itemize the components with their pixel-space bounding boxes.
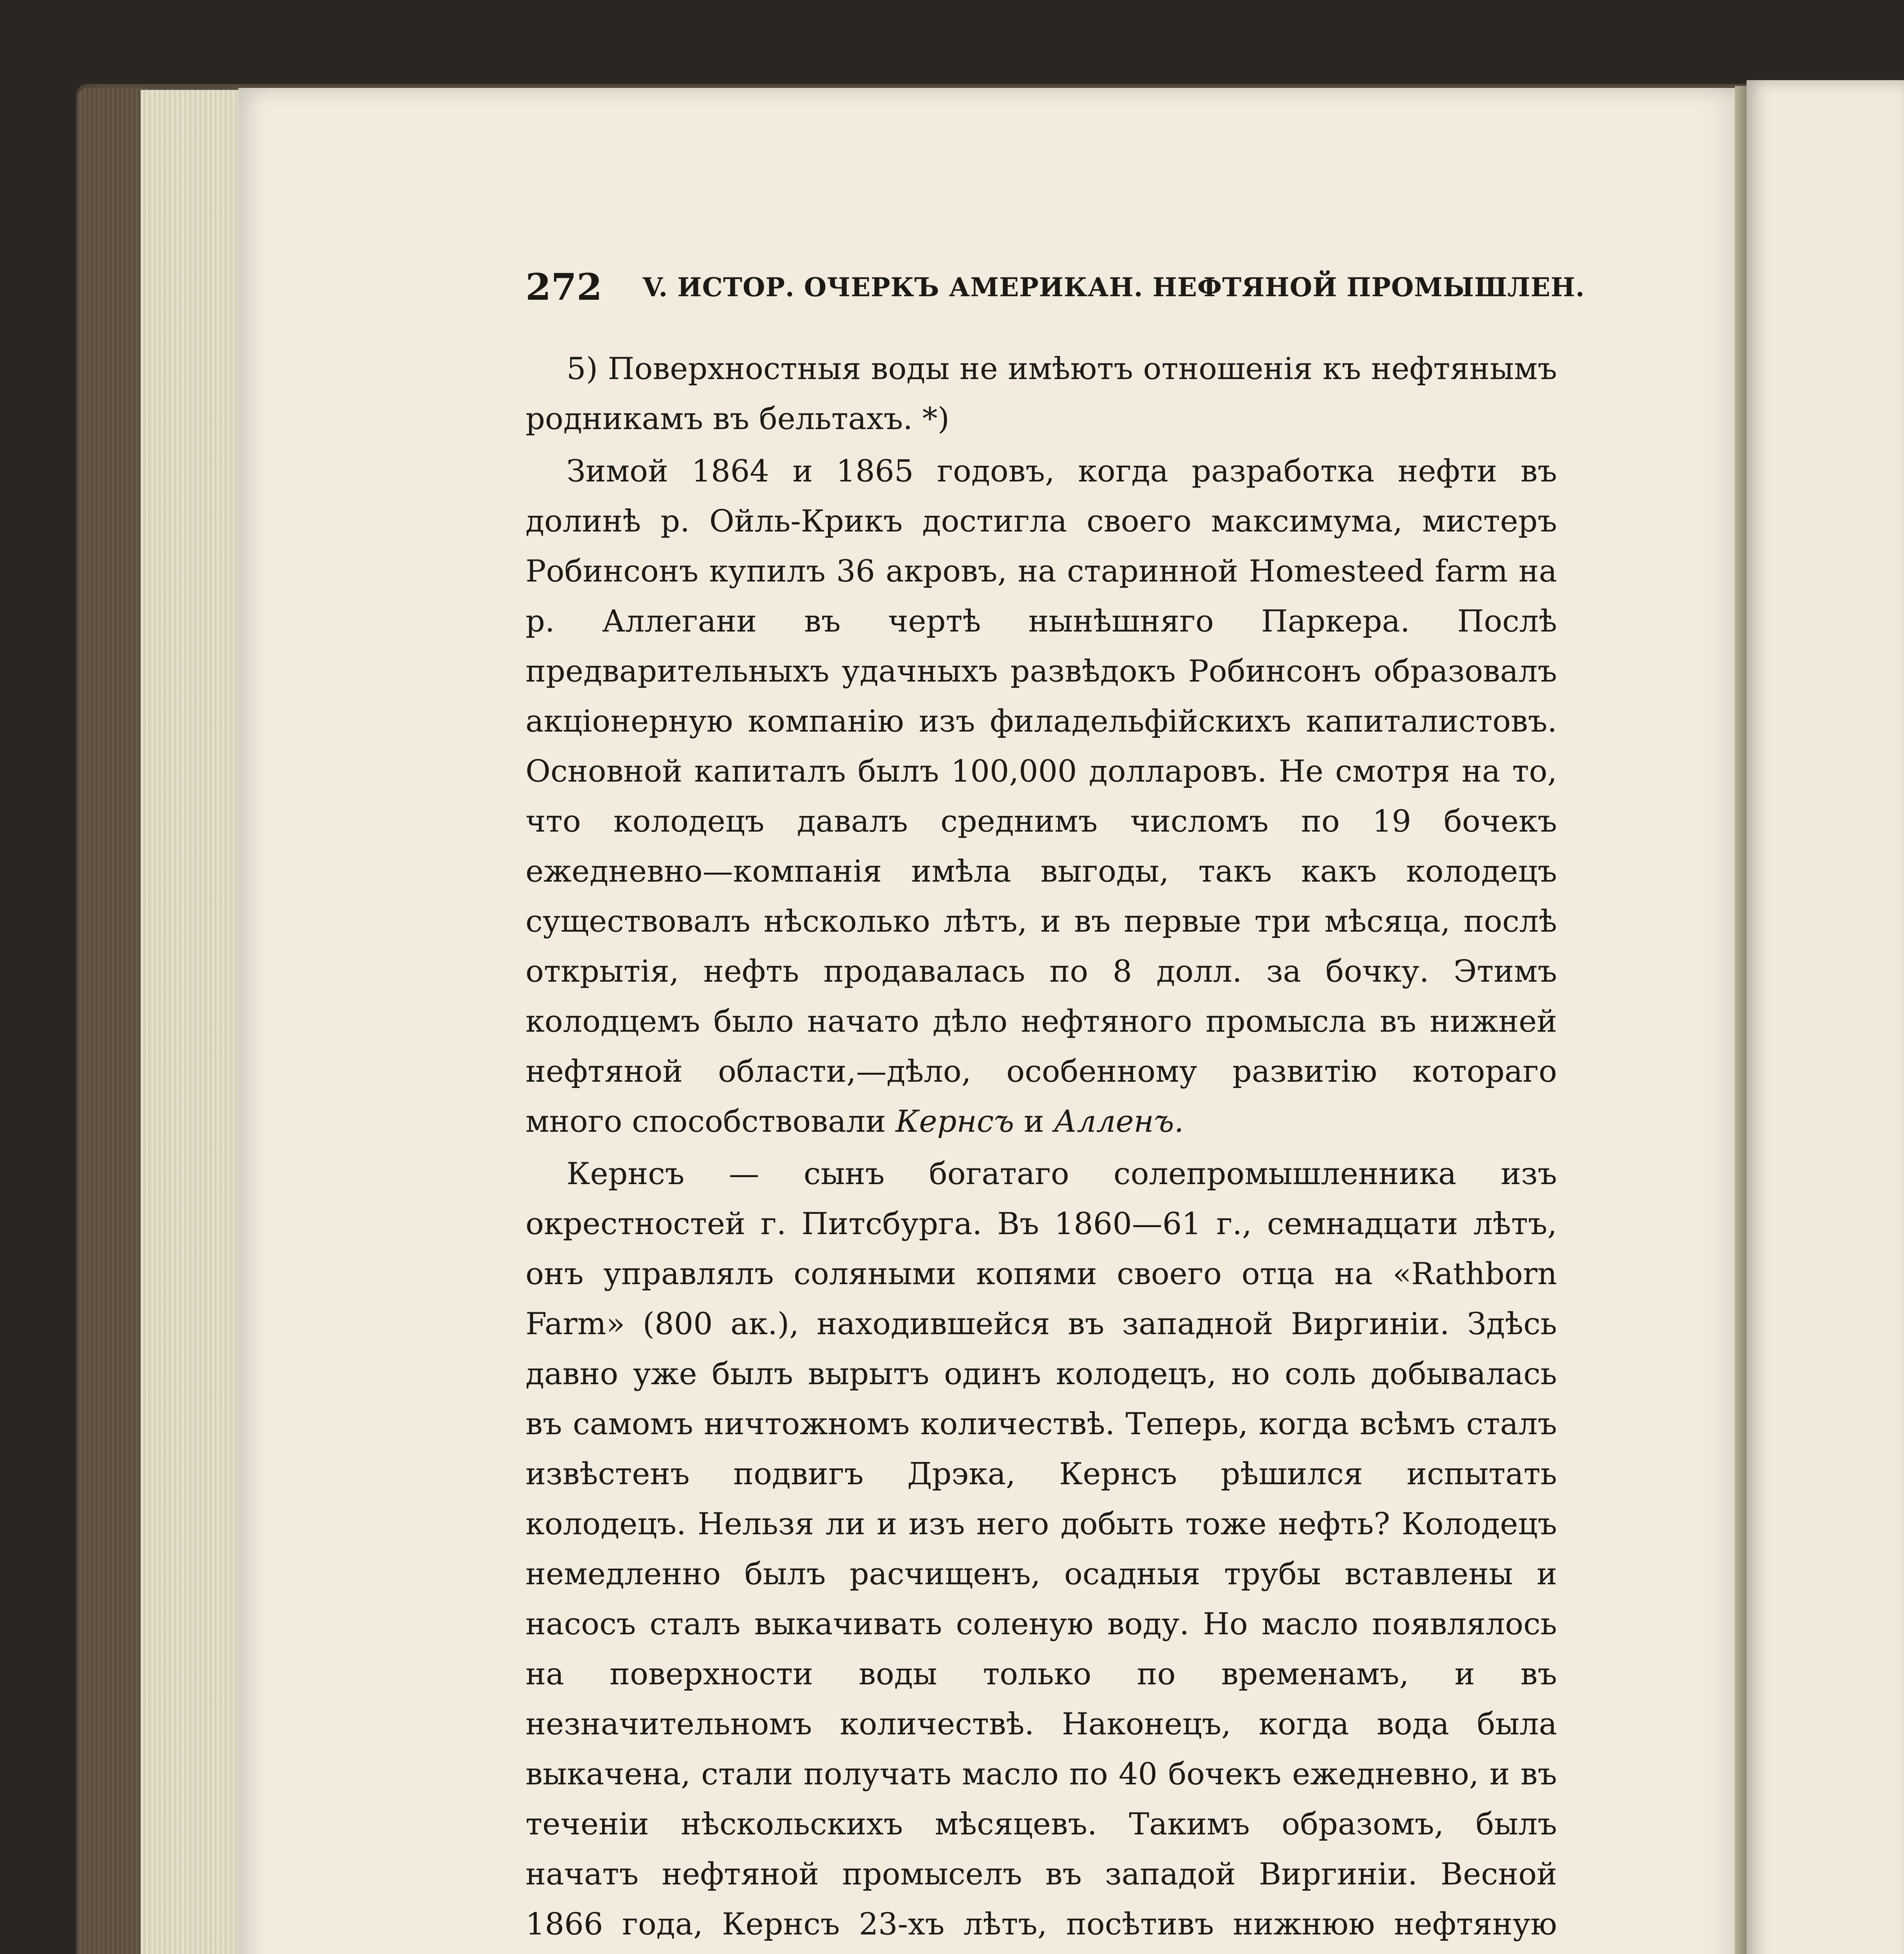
page-header — [526, 258, 1585, 317]
page-number: 272 — [526, 266, 602, 309]
name-kerns: Кернсъ — [895, 1104, 1014, 1139]
paragraph-3: Кернсъ — сынъ богатаго солепромышленника изъ окрестностей г. Питсбурга. Въ 1860—61 г., семнадцати лѣтъ, онъ управлялъ соляными копями своего отца на «Rathborn Farm» (800 ак.), находившейся въ западной Виргиніи. Здѣсь давно уже былъ вырытъ одинъ колодецъ, но соль добывалась въ самомъ ничтожномъ количествѣ. Теперь, когда всѣмъ сталъ извѣстенъ подвигъ Дрэка, Кернсъ рѣшился испытать колодецъ. Нельзя ли и изъ него добыть тоже нефть? Колодецъ немедленно былъ расчищенъ, осадныя трубы вставлены и насосъ сталъ выкачивать соленую воду. Но масло появлялось на поверхности воды только по временамъ, и въ незначительномъ количествѣ. Наконецъ, когда вода была выкачена, стали получать масло по 40 бочекъ ежедневно, и въ теченіи нѣскольскихъ мѣсяцевъ. Такимъ образомъ, былъ начатъ нефтяной промыселъ въ западой Виргиніи. Весной 1866 года, Кернсъ 23-хъ лѣтъ, посѣтивъ нижнюю нефтяную — [526, 1156, 1557, 1942]
paragraph-2-text: Зимой 1864 и 1865 годовъ, когда разработка нефти въ долинѣ р. Ойль-Крикъ достигла своего максимума, мистеръ Робинсонъ купилъ 36 акровъ, на старинной Homestеed farm на р. Аллегани въ чертѣ нынѣшняго Паркера. Послѣ предварительныхъ удачныхъ развѣдокъ Робинсонъ образовалъ акціонерную компанію изъ филадельфійскихъ капиталистовъ. Основной капиталъ былъ 100,000 долларовъ. Не смотря на то, что колодецъ давалъ среднимъ числомъ по 19 бочекъ ежедневно—компанія имѣла выгоды, такъ какъ колодецъ существовалъ нѣсколько лѣтъ, и въ первые три мѣсяца, послѣ открытія, нефть продавалась по 8 долл. за бочку. Этимъ колодцемъ было начато дѣло нефтяного промысла въ нижней нефтяной области,—дѣло, особенному развитію котораго много способствовали — [526, 454, 1557, 1139]
page-edges — [141, 90, 240, 1954]
name-allen: Алленъ. — [1054, 1104, 1184, 1139]
page-gutter — [1735, 86, 1747, 1954]
book-spine-cloth — [78, 88, 147, 1954]
paragraph-2 — [526, 446, 1557, 1147]
conjunction: и — [1024, 1104, 1044, 1139]
facing-page-edge — [1747, 80, 1904, 1954]
body-text — [526, 344, 1557, 1954]
running-head: V. ИСТОР. ОЧЕРКЪ АМЕРИКАН. НЕФТЯНОЙ ПРОМЫШЛЕН. — [643, 272, 1585, 302]
paragraph-1: 5) Поверхностныя воды не имѣютъ отношенія къ нефтянымъ родникамъ въ бельтахъ. *) — [526, 351, 1557, 437]
